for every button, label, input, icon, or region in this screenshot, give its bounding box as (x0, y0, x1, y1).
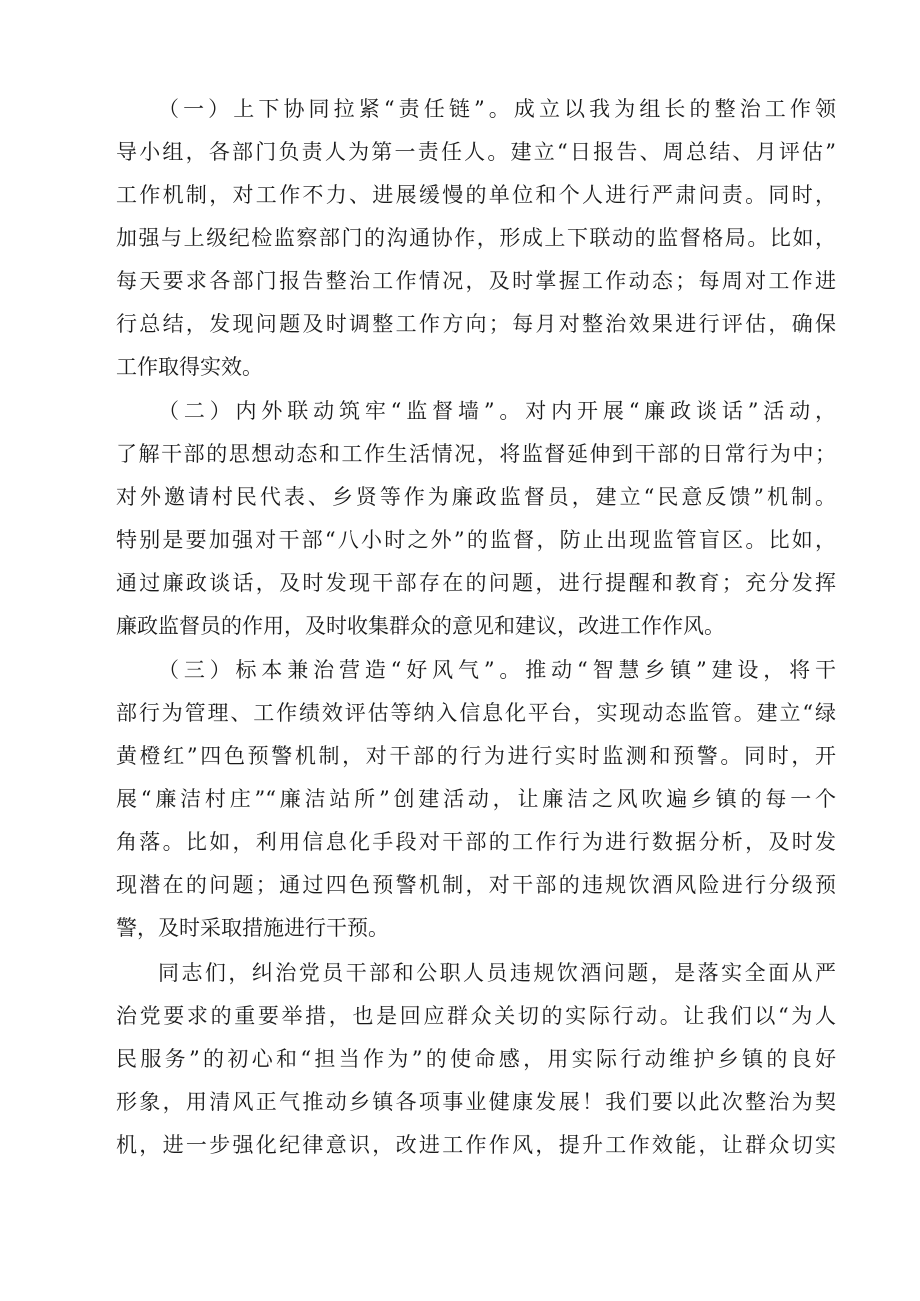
text-line: 行总结，发现问题及时调整工作方向；每月对整治效果进行评估，确保 (116, 312, 836, 336)
text-line: 导小组，各部门负责人为第一责任人。建立“日报告、周总结、月评估” (116, 140, 836, 164)
text-line: 部行为管理、工作绩效评估等纳入信息化平台，实现动态监管。建立“绿 (116, 701, 836, 725)
text-line: 了解干部的思想动态和工作生活情况，将监督延伸到干部的日常行为中； (116, 442, 836, 466)
text-line: 警，及时采取措施进行干预。 (116, 916, 389, 940)
text-line: 通过廉政谈话，及时发现干部存在的问题，进行提醒和教育；充分发挥 (116, 571, 836, 595)
text-line: 形象，用清风正气推动乡镇各项事业健康发展！我们要以此次整治为契 (116, 1090, 836, 1114)
text-line: 治党要求的重要举措，也是回应群众关切的实际行动。让我们以“为人 (116, 1004, 836, 1028)
text-line: 机，进一步强化纪律意识，改进工作作风，提升工作效能，让群众切实 (116, 1133, 836, 1157)
text-line: 角落。比如，利用信息化手段对干部的工作行为进行数据分析，及时发 (116, 830, 836, 854)
text-line: 廉政监督员的作用，及时收集群众的意见和建议，改进工作作风。 (116, 614, 725, 638)
text-line: 特别是要加强对干部“八小时之外”的监督，防止出现监管盲区。比如， (116, 528, 836, 552)
text-line: 民服务”的初心和“担当作为”的使命感，用实际行动维护乡镇的良好 (116, 1047, 836, 1071)
text-line: （三）标本兼治营造“好风气”。推动“智慧乡镇”建设，将干 (158, 658, 836, 682)
text-line: 现潜在的问题；通过四色预警机制，对干部的违规饮酒风险进行分级预 (116, 873, 836, 897)
text-line: 对外邀请村民代表、乡贤等作为廉政监督员，建立“民意反馈”机制。 (116, 485, 836, 509)
text-line: 同志们，纠治党员干部和公职人员违规饮酒问题，是落实全面从严 (158, 961, 836, 985)
text-line: 展“廉洁村庄”“廉洁站所”创建活动，让廉洁之风吹遍乡镇的每一个 (116, 787, 836, 811)
text-line: 每天要求各部门报告整治工作情况，及时掌握工作动态；每周对工作进 (116, 269, 836, 293)
text-line: 工作取得实效。 (116, 355, 263, 379)
text-line: 工作机制，对工作不力、进展缓慢的单位和个人进行严肃问责。同时， (116, 183, 836, 207)
text-line: （二）内外联动筑牢“监督墙”。对内开展“廉政谈话”活动， (158, 399, 836, 423)
text-line: 加强与上级纪检监察部门的沟通协作，形成上下联动的监督格局。比如， (116, 226, 836, 250)
text-line: （一）上下协同拉紧“责任链”。成立以我为组长的整治工作领 (158, 97, 836, 121)
text-line: 黄橙红”四色预警机制，对干部的行为进行实时监测和预警。同时，开 (116, 744, 836, 768)
